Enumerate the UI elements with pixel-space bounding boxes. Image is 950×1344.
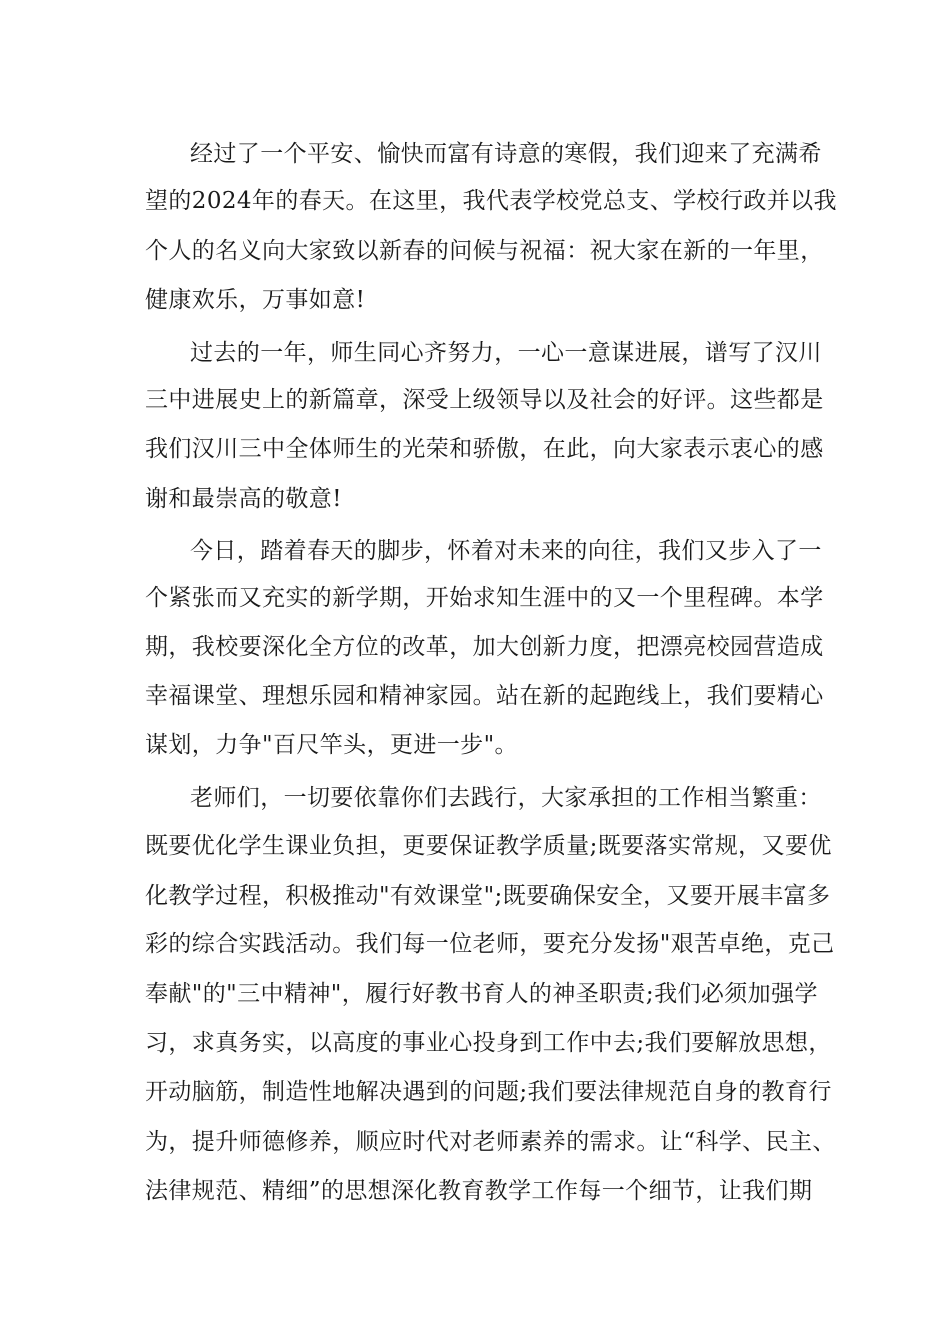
para-4-line-4: 彩的综合实践活动。我们每一位老师，要充分发扬"艰苦卓绝，克己	[145, 931, 835, 957]
para-2-line-4: 谢和最崇高的敬意!	[145, 486, 342, 512]
para-4-line-3: 化教学过程，积极推动"有效课堂";既要确保安全，又要开展丰富多	[145, 883, 831, 909]
para-3-line-1: 今日，踏着春天的脚步，怀着对未来的向往，我们又步入了一	[190, 538, 822, 564]
para-2-line-3: 我们汉川三中全体师生的光荣和骄傲，在此，向大家表示衷心的感	[145, 436, 824, 462]
para-4-line-5: 奉献"的"三中精神"，履行好教书育人的神圣职责;我们必须加强学	[145, 981, 818, 1007]
para-3-line-3: 期，我校要深化全方位的改革，加大创新力度，把漂亮校园营造成	[145, 634, 824, 660]
para-4-line-9: 法律规范、精细”的思想深化教育教学工作每一个细节，让我们期	[145, 1178, 813, 1204]
para-1-line-1: 经过了一个平安、愉快而富有诗意的寒假，我们迎来了充满希	[190, 141, 822, 167]
para-4-line-7: 开动脑筋，制造性地解决遇到的问题;我们要法律规范自身的教育行	[145, 1079, 832, 1105]
para-3-line-4: 幸福课堂、理想乐园和精神家园。站在新的起跑线上，我们要精心	[145, 683, 824, 709]
para-1-line-4: 健康欢乐，万事如意!	[145, 287, 366, 313]
para-4-line-2: 既要优化学生课业负担，更要保证教学质量;既要落实常规，又要优	[145, 833, 832, 859]
para-4-line-6: 习，求真务实，以高度的事业心投身到工作中去;我们要解放思想，	[145, 1030, 832, 1056]
para-2-line-2: 三中进展史上的新篇章，深受上级领导以及社会的好评。这些都是	[145, 387, 824, 413]
para-1-line-3: 个人的名义向大家致以新春的问候与祝福：祝大家在新的一年里，	[145, 238, 824, 264]
para-1-line-2: 望的2024年的春天。在这里，我代表学校党总支、学校行政并以我	[145, 188, 837, 214]
para-3-line-2: 个紧张而又充实的新学期，开始求知生涯中的又一个里程碑。本学	[145, 585, 824, 611]
para-2-line-1: 过去的一年，师生同心齐努力，一心一意谋进展，谱写了汉川	[190, 340, 822, 366]
para-4-line-8: 为，提升师德修养，顺应时代对老师素养的需求。让“科学、民主、	[145, 1129, 836, 1155]
para-3-line-5: 谋划，力争"百尺竿头，更进一步"。	[145, 732, 518, 758]
para-4-line-1: 老师们，一切要依靠你们去践行，大家承担的工作相当繁重：	[190, 785, 822, 811]
